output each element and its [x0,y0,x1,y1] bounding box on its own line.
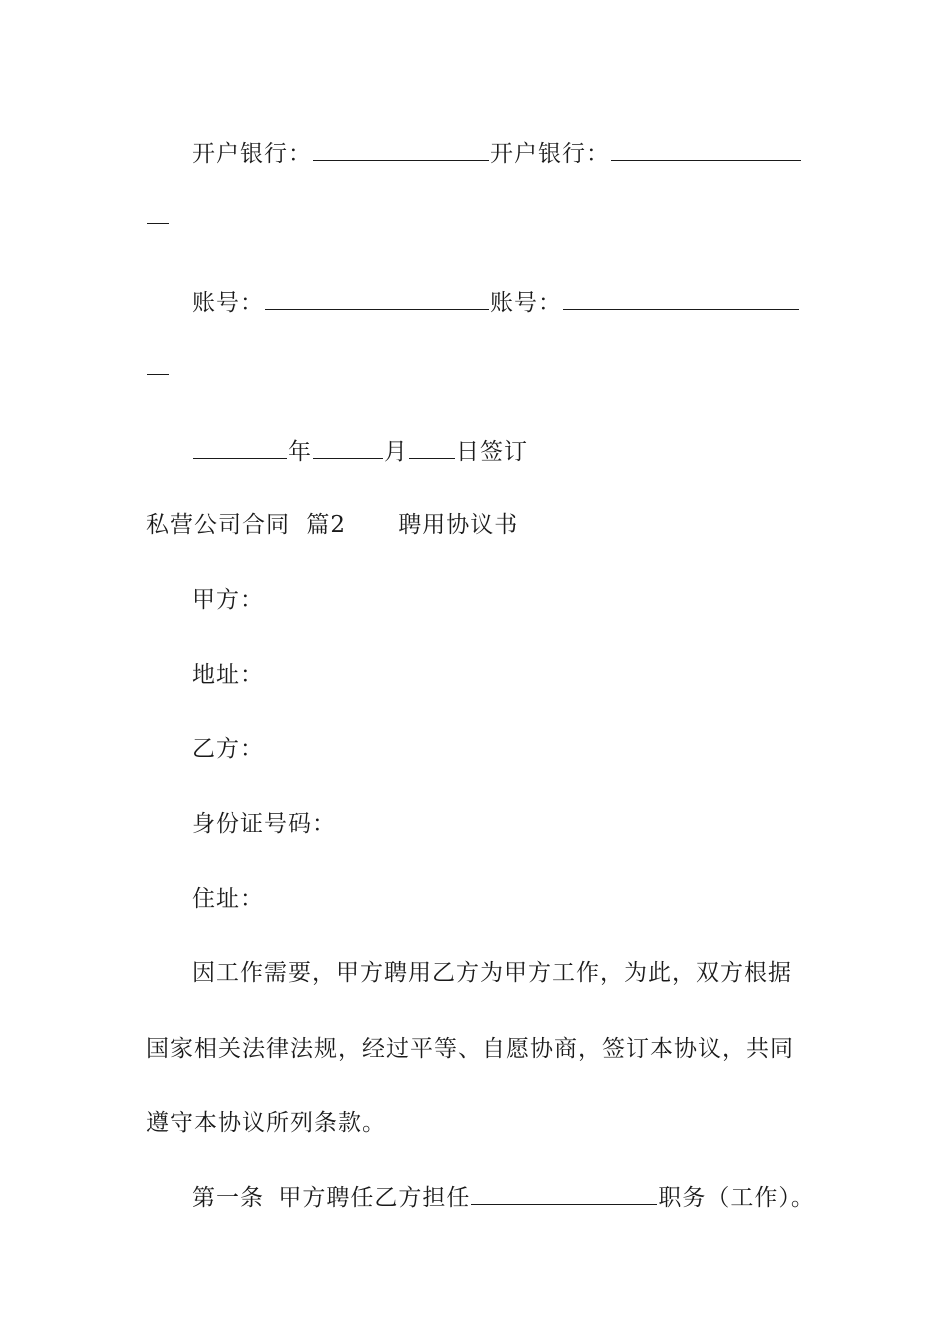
article-1 [192,1182,815,1213]
account-blank-a [265,287,489,310]
article-1-text: 甲方聘任乙方担任 [278,1185,471,1211]
paragraph-line-3: 遵守本协议所列条款。 [146,1110,386,1136]
month-label: 月 [384,439,408,465]
bank-line [192,138,802,169]
section-heading [146,510,518,540]
section-part: 篇2 [306,512,346,538]
article-1-prefix: 第一条 [192,1185,264,1211]
account-label-a: 账号： [192,290,264,316]
address-field: 地址： [192,662,264,688]
position-blank [471,1182,657,1205]
day-blank [409,436,455,459]
date-line [192,436,528,467]
bank-label-a: 开户银行： [192,141,312,167]
account-blank-continuation [147,374,169,375]
month-blank [313,436,383,459]
bank-blank-continuation [147,223,169,224]
paragraph-line-1: 因工作需要，甲方聘用乙方为甲方工作，为此，双方根据 [192,960,792,986]
section-title: 私营公司合同 [146,512,290,538]
article-1-suffix: 职务（工作）。 [658,1185,815,1211]
account-label-b: 账号： [490,290,562,316]
party-b-field: 乙方： [192,736,264,762]
account-line [192,287,800,318]
section-subtitle: 聘用协议书 [398,512,519,538]
residence-field: 住址： [192,886,264,912]
bank-blank-b [611,138,801,161]
paragraph-line-2: 国家相关法律法规，经过平等、自愿协商，签订本协议，共同 [146,1036,794,1062]
year-label: 年 [288,439,312,465]
day-sign-label: 日签订 [456,439,528,465]
party-a-field: 甲方： [192,587,264,613]
account-blank-b [563,287,799,310]
bank-blank-a [313,138,489,161]
year-blank [193,436,287,459]
bank-label-b: 开户银行： [490,141,610,167]
id-number-field: 身份证号码： [192,811,336,837]
